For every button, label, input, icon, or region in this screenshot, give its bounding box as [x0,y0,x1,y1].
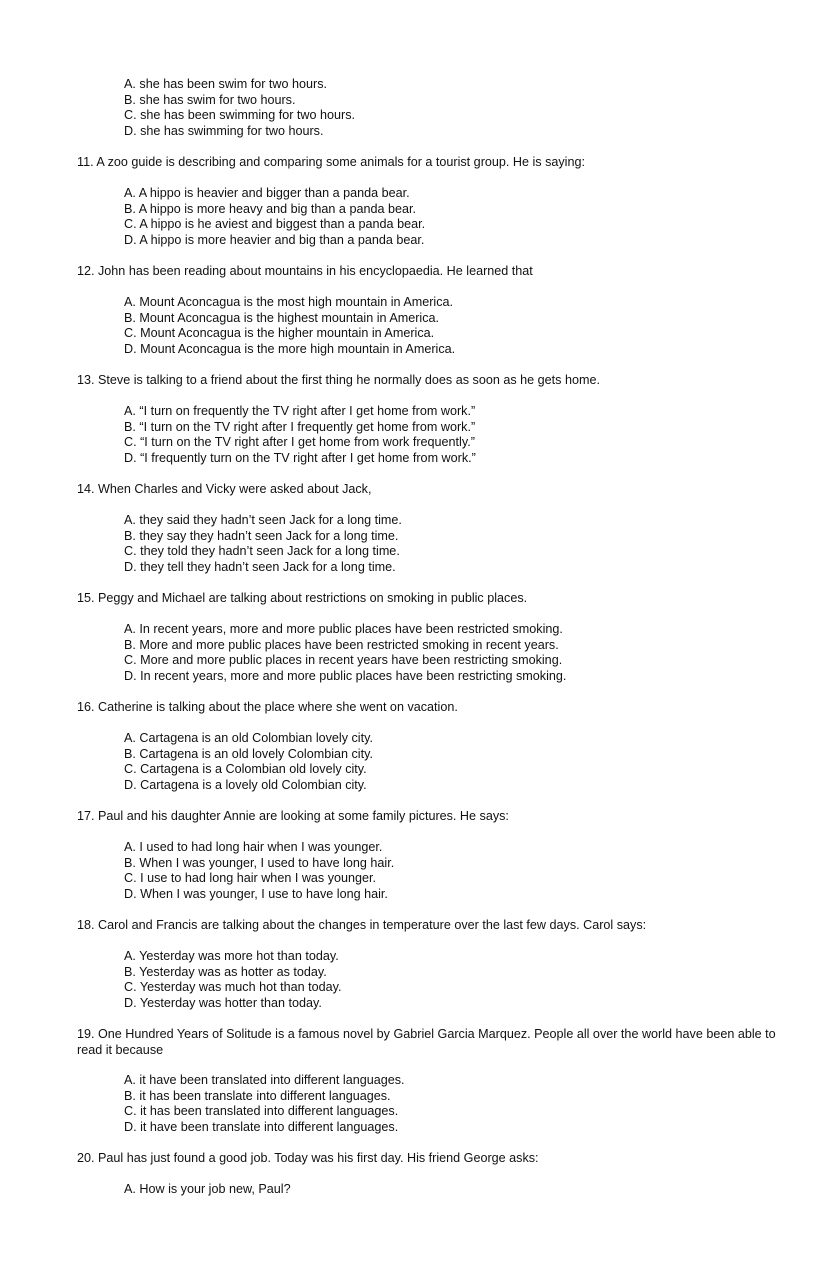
q17-option-b: B. When I was younger, I used to have long hair. [124,856,395,870]
q12-option-d: D. Mount Aconcagua is the more high mountain in America. [124,342,456,356]
q12-option-b: B. Mount Aconcagua is the highest mountain in America. [124,311,440,325]
q10-option-d: D. she has swimming for two hours. [124,124,324,138]
q14-prompt: 14. When Charles and Vicky were asked about Jack, [77,482,372,496]
q15-option-b: B. More and more public places have been restricted smoking in recent years. [124,638,559,652]
q19-prompt: 19. One Hundred Years of Solitude is a famous novel by Gabriel Garcia Marquez. People all over the world have been able to read it because [77,1027,776,1057]
q14-option-d: D. they tell they hadn’t seen Jack for a long time. [124,560,396,574]
q11-prompt: 11. A zoo guide is describing and comparing some animals for a tourist group. He is saying: [77,155,585,169]
q10-option-b: B. she has swim for two hours. [124,93,296,107]
q15-option-d: D. In recent years, more and more public places have been restricting smoking. [124,669,567,683]
q18-option-d: D. Yesterday was hotter than today. [124,996,322,1010]
q17-option-c: C. I use to had long hair when I was younger. [124,871,377,885]
q15-option-c: C. More and more public places in recent years have been restricting smoking. [124,653,563,667]
q18-option-a: A. Yesterday was more hot than today. [124,949,339,963]
q13-prompt: 13. Steve is talking to a friend about the first thing he normally does as soon as he gets home. [77,373,600,387]
q13-option-c: C. “I turn on the TV right after I get home from work frequently.” [124,435,475,449]
q12-prompt: 12. John has been reading about mountains in his encyclopaedia. He learned that [77,264,533,278]
q11-option-b: B. A hippo is more heavy and big than a panda bear. [124,202,416,216]
q19-option-d: D. it have been translate into different languages. [124,1120,399,1134]
q13-option-d: D. “I frequently turn on the TV right after I get home from work.” [124,451,476,465]
q18-prompt: 18. Carol and Francis are talking about the changes in temperature over the last few days. Carol says: [77,918,647,932]
q18-option-c: C. Yesterday was much hot than today. [124,980,342,994]
q11-option-d: D. A hippo is more heavier and big than a panda bear. [124,233,425,247]
q20-option-a: A. How is your job new, Paul? [124,1182,291,1196]
q17-option-d: D. When I was younger, I use to have long hair. [124,887,388,901]
q19-option-a: A. it have been translated into different languages. [124,1073,405,1087]
q20-prompt: 20. Paul has just found a good job. Today was his first day. His friend George asks: [77,1151,539,1165]
q13-option-a: A. “I turn on frequently the TV right after I get home from work.” [124,404,476,418]
q15-prompt: 15. Peggy and Michael are talking about restrictions on smoking in public places. [77,591,528,605]
q14-option-b: B. they say they hadn’t seen Jack for a long time. [124,529,399,543]
q11-option-a: A. A hippo is heavier and bigger than a panda bear. [124,186,410,200]
q13-option-b: B. “I turn on the TV right after I frequently get home from work.” [124,420,476,434]
q15-option-a: A. In recent years, more and more public places have been restricted smoking. [124,622,563,636]
q14-option-a: A. they said they hadn’t seen Jack for a long time. [124,513,402,527]
q16-option-a: A. Cartagena is an old Colombian lovely city. [124,731,373,745]
q14-option-c: C. they told they hadn’t seen Jack for a long time. [124,544,400,558]
q16-prompt: 16. Catherine is talking about the place where she went on vacation. [77,700,458,714]
q19-option-b: B. it has been translate into different languages. [124,1089,391,1103]
q16-option-b: B. Cartagena is an old lovely Colombian city. [124,747,373,761]
q12-option-a: A. Mount Aconcagua is the most high mountain in America. [124,295,454,309]
q18-option-b: B. Yesterday was as hotter as today. [124,965,327,979]
q16-option-c: C. Cartagena is a Colombian old lovely city. [124,762,367,776]
q17-option-a: A. I used to had long hair when I was younger. [124,840,383,854]
q16-option-d: D. Cartagena is a lovely old Colombian city. [124,778,367,792]
q19-option-c: C. it has been translated into different languages. [124,1104,399,1118]
q11-option-c: C. A hippo is he aviest and biggest than a panda bear. [124,217,426,231]
q10-option-a: A. she has been swim for two hours. [124,77,327,91]
q10-option-c: C. she has been swimming for two hours. [124,108,355,122]
q17-prompt: 17. Paul and his daughter Annie are looking at some family pictures. He says: [77,809,509,823]
q12-option-c: C. Mount Aconcagua is the higher mountain in America. [124,326,435,340]
